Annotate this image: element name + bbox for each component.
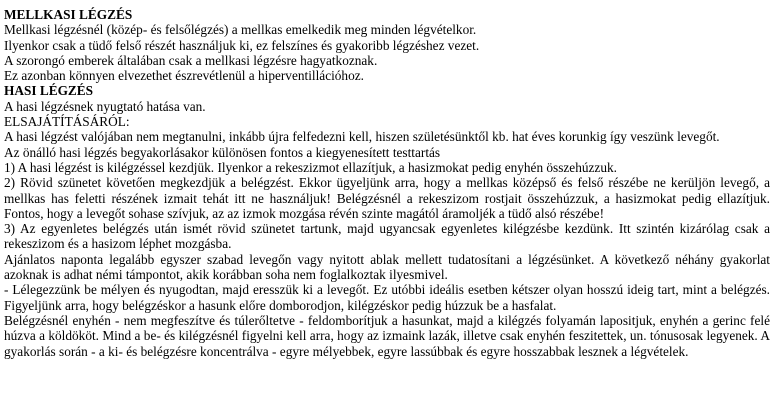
step-2: 2) Rövid szünetet követően megkezdjük a belégzést. Ekkor ügyeljünk arra, hogy a mellkas középső és felső részébe ne kerüljön levegő, a mellkas has feletti részének izmait tehát itt ne használjuk! Belégzésnél a rekeszizom rostjait összehúzzuk, a hasizmokat pedig ellazítjuk. Fontos, hogy a levegőt sohase szívjuk, az az izmok mozgása révén szinte magától áramoljék a tüdő alsó részébe! bbox=[4, 175, 770, 221]
exercise-deep-breath: - Lélegezzünk be mélyen és nyugodtan, majd eresszük ki a levegőt. Ez utóbbi ideális esetben kétszer olyan hosszú ideig tart, mint a belégzés. Figyeljünk arra, hogy belégzéskor a hasunk előre domborodjon, kilégzéskor pedig húzzuk be a hasfalat. bbox=[4, 282, 770, 313]
paragraph-rediscover: A hasi légzést valójában nem megtanulni, inkább újra felfedezni kell, hiszen születésünktől kb. hat éves korunkig így veszünk levegőt. bbox=[4, 129, 720, 145]
paragraph-daily-practice: Ajánlatos naponta legalább egyszer szabad levegőn vagy nyitott ablak mellett tudatosítani a légzésünket. A következő néhány gyakorlat azoknak is adhat némi támpontot, akik korábban soha nem foglalkoztak ilyesmivel. bbox=[4, 251, 770, 283]
learning-subheading: ELSAJÁTÍTÁSÁRÓL: bbox=[4, 114, 130, 130]
article-body bbox=[4, 7, 770, 359]
chest-line-4: Ez azonban könnyen elvezethet észrevétlenül a hiperventillációhoz. bbox=[4, 68, 364, 84]
chest-breathing-heading: MELLKASI LÉGZÉS bbox=[4, 7, 133, 22]
chest-line-1: Mellkasi légzésnél (közép- és felsőlégzés) a mellkas emelkedik meg minden légvételkor. bbox=[4, 22, 477, 38]
abdominal-breathing-heading: HASI LÉGZÉS bbox=[4, 83, 94, 99]
chest-line-2: Ilyenkor csak a tüdő felső részét használjuk ki, ez felszínes és gyakoribb légzéshez vezet. bbox=[4, 37, 480, 53]
paragraph-inhale-technique: Belégzésnél enyhén - nem megfeszítve és túlerőltetve - feldomborítjuk a hasunkat, majd a kilégzés folyamán lapositjuk, enyhén a gerinc felé húzva a köldököt. Mind a be- és kilégzésnél figyelni kell arra, hogy az izmaink lazák, illetve csak enyhén feszitettek, un. tónusosak legyenek. A gyakorlás során - a ki- és belégzésre koncentrálva - egyre mélyebbek, egyre lassúbbak és egyre hosszabbak lesznek a légvételek. bbox=[4, 312, 770, 359]
chest-line-3: A szorongó emberek általában csak a mellkasi légzésre hagyatkoznak. bbox=[4, 52, 378, 68]
step-1: 1) A hasi légzést is kilégzéssel kezdjük. Ilyenkor a rekeszizmot ellazítjuk, a hasizmokat pedig enyhén összehúzzuk. bbox=[4, 159, 617, 175]
paragraph-posture: Az önálló hasi légzés begyakorlásakor különösen fontos a kiegyenesített testtartás bbox=[4, 144, 441, 160]
abdominal-intro: A hasi légzésnek nyugtató hatása van. bbox=[4, 98, 206, 114]
step-3: 3) Az egyenletes belégzés után ismét rövid szünetet tartunk, majd ugyancsak egyenletes kilégzésbe kezdünk. Itt szintén kizárólag csak a rekeszizom és a hasizom léphet mozgásba. bbox=[4, 221, 770, 252]
